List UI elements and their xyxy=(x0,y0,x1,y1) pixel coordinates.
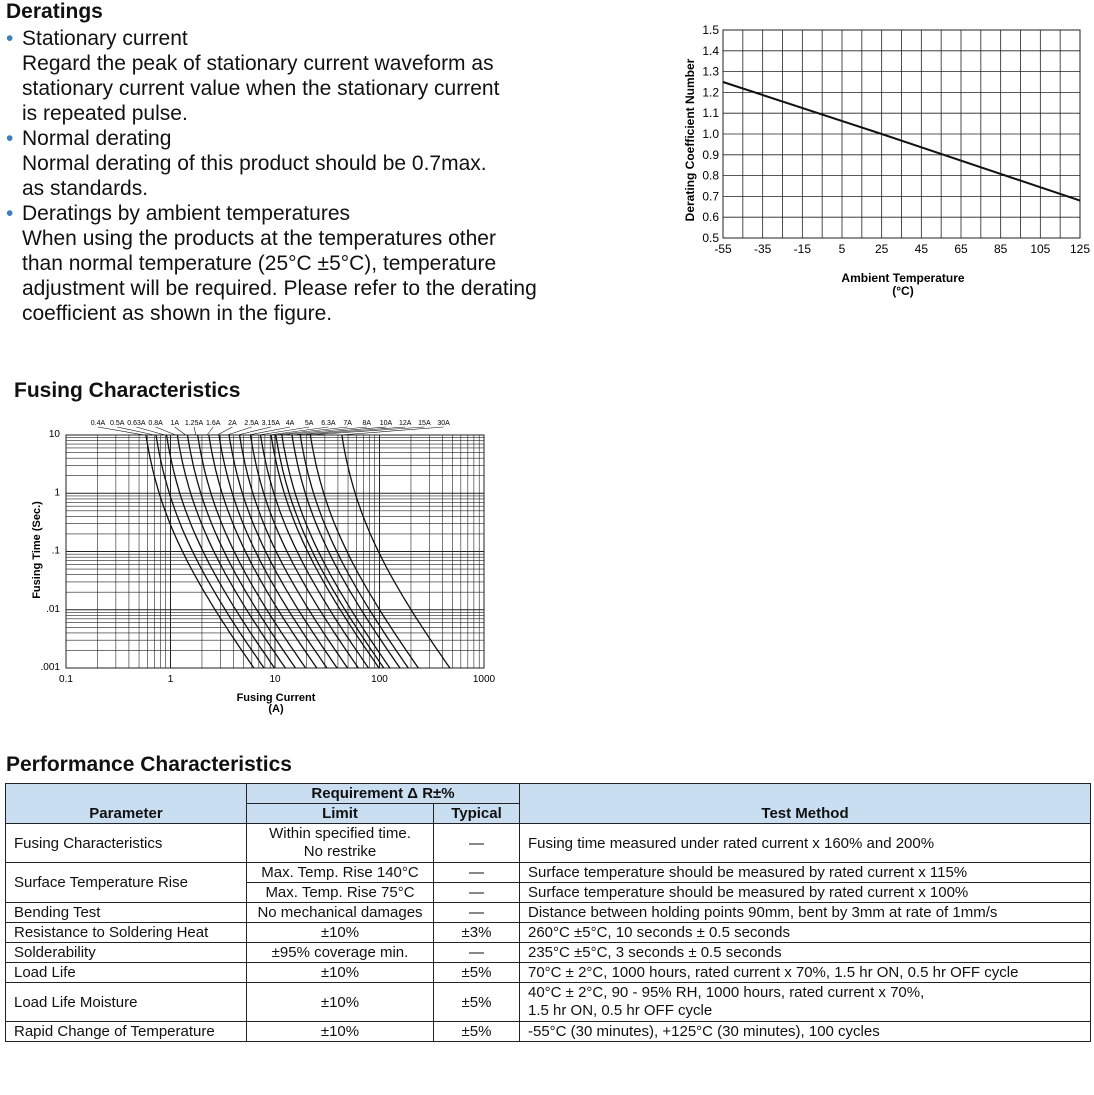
x-tick-label: -35 xyxy=(753,242,772,256)
table-row xyxy=(6,824,1091,863)
header-test-method: Test Method xyxy=(520,784,1091,824)
cell-parameter: Solderability xyxy=(6,943,247,963)
y-tick-label: 0.8 xyxy=(702,168,719,183)
y-tick-label: 1.5 xyxy=(702,23,719,37)
cell-method: 40°C ± 2°C, 90 - 95% RH, 1000 hours, rated current x 70%, 1.5 hr ON, 0.5 hr OFF cycle xyxy=(520,983,1091,1022)
cell-method: Surface temperature should be measured by rated current x 100% xyxy=(520,883,1091,903)
series-label: 0.5A xyxy=(109,420,125,427)
y-tick-label: 0.5 xyxy=(702,231,719,245)
table-row xyxy=(6,863,1091,883)
series-label: 5A xyxy=(304,420,314,427)
series-label: 0.63A xyxy=(127,420,146,427)
cell-typical: — xyxy=(434,883,520,903)
cell-parameter: Load Life xyxy=(6,963,247,983)
x-tick-label: 1 xyxy=(167,674,174,685)
x-tick-label: 25 xyxy=(874,242,889,256)
y-tick-label: 0.7 xyxy=(702,189,719,204)
cell-method: Fusing time measured under rated current x 160% and 200% xyxy=(520,824,1091,863)
table-row xyxy=(6,943,1091,963)
y-tick-label: .001 xyxy=(40,662,60,673)
series-leader xyxy=(269,427,328,435)
x-tick-label: 105 xyxy=(1030,242,1051,256)
x-tick-label: 100 xyxy=(371,674,388,685)
fusing-xlabel-unit: (A) xyxy=(268,703,284,715)
x-tick-label: 0.1 xyxy=(59,674,73,685)
cell-typical: ±3% xyxy=(434,923,520,943)
y-tick-label: .01 xyxy=(46,603,60,615)
cell-limit: ±10% xyxy=(247,963,434,983)
x-tick-label: -15 xyxy=(793,242,812,256)
series-label: 30A xyxy=(437,420,450,427)
series-label: 7A xyxy=(343,420,352,427)
cell-typical: — xyxy=(434,824,520,863)
y-tick-label: 1.1 xyxy=(702,106,719,121)
cell-typical: ±5% xyxy=(434,983,520,1022)
table-row xyxy=(6,983,1091,1022)
x-tick-label: 125 xyxy=(1069,242,1091,256)
y-tick-label: 0.9 xyxy=(702,147,719,162)
x-tick-label: 5 xyxy=(838,242,846,256)
cell-method: Surface temperature should be measured by rated current x 115% xyxy=(520,863,1091,883)
series-leader xyxy=(156,427,176,435)
fusing-chart xyxy=(0,410,520,720)
y-tick-label: 1.0 xyxy=(702,127,719,141)
header-limit: Limit xyxy=(247,804,434,824)
header-typical: Typical xyxy=(434,804,520,824)
cell-limit: Max. Temp. Rise 75°C xyxy=(247,883,434,903)
cell-typical: — xyxy=(434,903,520,923)
cell-method: -55°C (30 minutes), +125°C (30 minutes), 100 cycles xyxy=(520,1022,1091,1042)
cell-typical: — xyxy=(434,863,520,883)
cell-method: 235°C ±5°C, 3 seconds ± 0.5 seconds xyxy=(520,943,1091,963)
fusing-title: Fusing Characteristics xyxy=(14,379,241,402)
y-tick-label: .1 xyxy=(51,545,60,557)
cell-limit: Max. Temp. Rise 140°C xyxy=(247,863,434,883)
cell-parameter: Fusing Characteristics xyxy=(6,824,247,863)
y-tick-label: 1 xyxy=(54,487,60,499)
bullet-dot-icon: • xyxy=(6,27,14,50)
fusing-xlabel: Fusing Current xyxy=(236,692,316,704)
series-label: 1A xyxy=(170,420,180,427)
bullet-heading: Normal derating xyxy=(22,127,172,150)
y-tick-label: 1.4 xyxy=(702,43,719,58)
series-label: 4A xyxy=(285,420,295,427)
series-leader xyxy=(175,427,186,435)
series-label: 12A xyxy=(398,420,412,427)
cell-typical: ±5% xyxy=(434,963,520,983)
y-tick-label: 10 xyxy=(48,429,60,440)
series-label: 2A xyxy=(228,420,237,427)
fusing-ylabel: Fusing Time (Sec.) xyxy=(31,501,43,599)
deratings-title: Deratings xyxy=(6,0,103,23)
series-label: 10A xyxy=(379,420,393,427)
x-tick-label: 65 xyxy=(954,242,968,256)
fusing-series-labels xyxy=(91,420,450,435)
series-label: 8A xyxy=(362,420,372,427)
series-label: 1.25A xyxy=(184,420,204,427)
cell-parameter: Surface Temperature Rise xyxy=(6,863,247,903)
derating-chart xyxy=(0,0,1094,310)
cell-typical: — xyxy=(434,943,520,963)
series-label: 3.15A xyxy=(261,420,280,427)
derating-ylabel: Derating Coefficient Number xyxy=(683,58,697,222)
cell-limit: ±95% coverage min. xyxy=(247,943,434,963)
cell-method: Distance between holding points 90mm, bent by 3mm at rate of 1mm/s xyxy=(520,903,1091,923)
table-row xyxy=(6,1022,1091,1042)
series-leader xyxy=(136,427,164,435)
x-tick-label: 45 xyxy=(914,242,929,256)
bullet-heading: Stationary current xyxy=(22,27,188,50)
x-tick-label: 10 xyxy=(269,674,281,685)
series-label: 0.4A xyxy=(90,420,106,427)
series-label: 15A xyxy=(418,420,431,427)
table-row xyxy=(6,903,1091,923)
table-row xyxy=(6,923,1091,943)
cell-parameter: Resistance to Soldering Heat xyxy=(6,923,247,943)
cell-limit: ±10% xyxy=(247,923,434,943)
y-tick-label: 1.3 xyxy=(702,64,719,79)
cell-method: 260°C ±5°C, 10 seconds ± 0.5 seconds xyxy=(520,923,1091,943)
y-tick-label: 0.6 xyxy=(702,210,719,225)
cell-limit: Within specified time. No restrike xyxy=(247,824,434,863)
cell-method: 70°C ± 2°C, 1000 hours, rated current x 70%, 1.5 hr ON, 0.5 hr OFF cycle xyxy=(520,963,1091,983)
series-leader xyxy=(207,427,213,435)
series-leader xyxy=(194,427,196,435)
cell-limit: ±10% xyxy=(247,983,434,1022)
cell-parameter: Bending Test xyxy=(6,903,247,923)
cell-limit: ±10% xyxy=(247,1022,434,1042)
series-label: 6.3A xyxy=(321,420,336,427)
performance-table xyxy=(5,783,1091,1042)
series-label: 2.5A xyxy=(244,420,259,427)
y-tick-label: 1.2 xyxy=(702,85,719,100)
header-parameter: Parameter xyxy=(6,784,247,824)
series-leader xyxy=(98,427,144,435)
x-tick-label: 85 xyxy=(993,242,1008,256)
bullet-dot-icon: • xyxy=(6,202,14,225)
derating-xlabel: Ambient Temperature xyxy=(841,271,965,285)
bullet-dot-icon: • xyxy=(6,127,14,150)
performance-title: Performance Characteristics xyxy=(6,753,292,776)
series-leader xyxy=(227,427,251,435)
cell-parameter: Load Life Moisture xyxy=(6,983,247,1022)
bullet-body: Normal derating of this product should be 0.7max. as standards. xyxy=(22,152,487,200)
x-tick-label: 1000 xyxy=(472,674,496,685)
series-label: 1.6A xyxy=(205,420,221,427)
table-row xyxy=(6,963,1091,983)
cell-parameter: Rapid Change of Temperature xyxy=(6,1022,247,1042)
cell-limit: No mechanical damages xyxy=(247,903,434,923)
bullet-body: When using the products at the temperatures other than normal temperature (25°C ±5°C), temperature adjustment will be required. Please refer to the derating coefficient as shown in the figure. xyxy=(22,227,537,325)
bullet-body: Regard the peak of stationary current waveform as stationary current value when the stationary current is repeated pulse. xyxy=(22,52,500,125)
header-requirement: Requirement Δ R±% xyxy=(247,784,520,804)
fusing-grid xyxy=(66,435,484,668)
bullet-heading: Deratings by ambient temperatures xyxy=(22,202,350,225)
x-tick-label: -55 xyxy=(714,242,732,256)
derating-grid xyxy=(723,30,1080,238)
cell-typical: ±5% xyxy=(434,1022,520,1042)
derating-xlabel-unit: (°C) xyxy=(892,284,914,298)
series-label: 0.8A xyxy=(148,420,163,427)
